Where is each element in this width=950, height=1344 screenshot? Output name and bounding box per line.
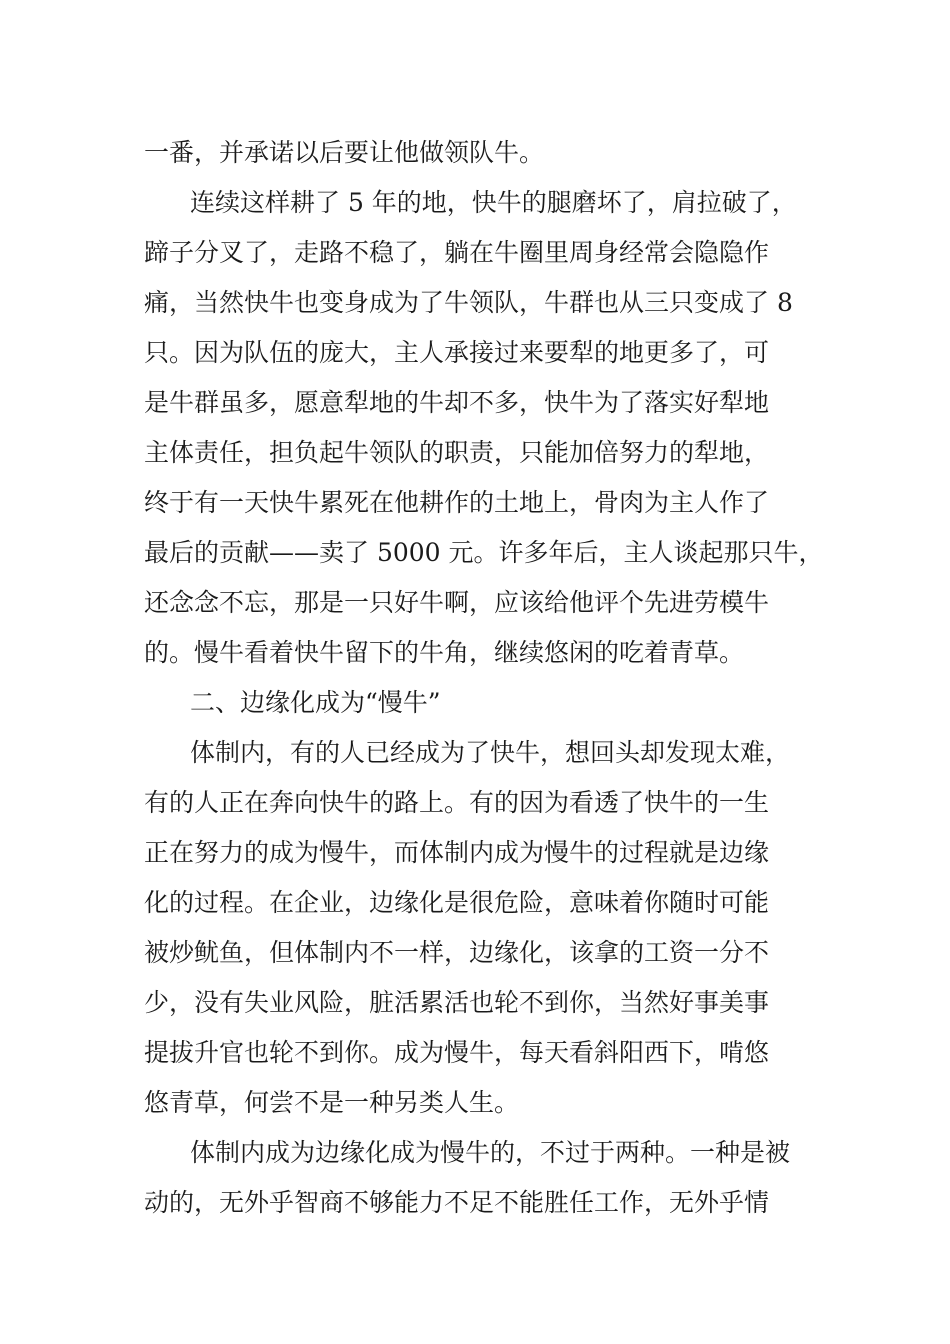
text-line-9: 最后的贡献——卖了 5000 元。许多年后，主人谈起那只牛， — [144, 538, 824, 567]
text-line-11: 的。慢牛看着快牛留下的牛角，继续悠闲的吃着青草。 — [144, 638, 745, 667]
text-line-6: 是牛群虽多，愿意犁地的牛却不多，快牛为了落实好犁地 — [144, 388, 770, 417]
text-line-4: 痛，当然快牛也变身成为了牛领队，牛群也从三只变成了 8 — [144, 288, 793, 317]
text-line-14: 有的人正在奔向快牛的路上。有的因为看透了快牛的一生 — [144, 788, 770, 817]
section-heading: 二、边缘化成为“慢牛” — [190, 688, 441, 717]
text-line-1: 一番，并承诺以后要让他做领队牛。 — [144, 138, 545, 167]
text-line-13: 体制内，有的人已经成为了快牛，想回头却发现太难， — [190, 738, 791, 767]
text-line-3: 蹄子分叉了，走路不稳了，躺在牛圈里周身经常会隐隐作 — [144, 238, 770, 267]
text-line-2: 连续这样耕了 5 年的地，快牛的腿磨坏了，肩拉破了， — [190, 188, 797, 217]
body-text — [144, 128, 824, 1228]
text-line-20: 悠青草，何尝不是一种另类人生。 — [144, 1088, 520, 1117]
text-line-19: 提拔升官也轮不到你。成为慢牛，每天看斜阳西下，啃悠 — [144, 1038, 770, 1067]
text-line-22: 动的，无外乎智商不够能力不足不能胜任工作，无外乎情 — [144, 1188, 770, 1217]
text-line-18: 少，没有失业风险，脏活累活也轮不到你，当然好事美事 — [144, 988, 770, 1017]
text-line-8: 终于有一天快牛累死在他耕作的土地上，骨肉为主人作了 — [144, 488, 770, 517]
text-line-10: 还念念不忘，那是一只好牛啊，应该给他评个先进劳模牛 — [144, 588, 770, 617]
text-line-16: 化的过程。在企业，边缘化是很危险，意味着你随时可能 — [144, 888, 770, 917]
text-line-15: 正在努力的成为慢牛，而体制内成为慢牛的过程就是边缘 — [144, 838, 770, 867]
text-line-17: 被炒鱿鱼，但体制内不一样，边缘化，该拿的工资一分不 — [144, 938, 770, 967]
text-line-5: 只。因为队伍的庞大，主人承接过来要犁的地更多了，可 — [144, 338, 770, 367]
text-line-21: 体制内成为边缘化成为慢牛的，不过于两种。一种是被 — [190, 1138, 791, 1167]
text-line-7: 主体责任，担负起牛领队的职责，只能加倍努力的犁地， — [144, 438, 770, 467]
